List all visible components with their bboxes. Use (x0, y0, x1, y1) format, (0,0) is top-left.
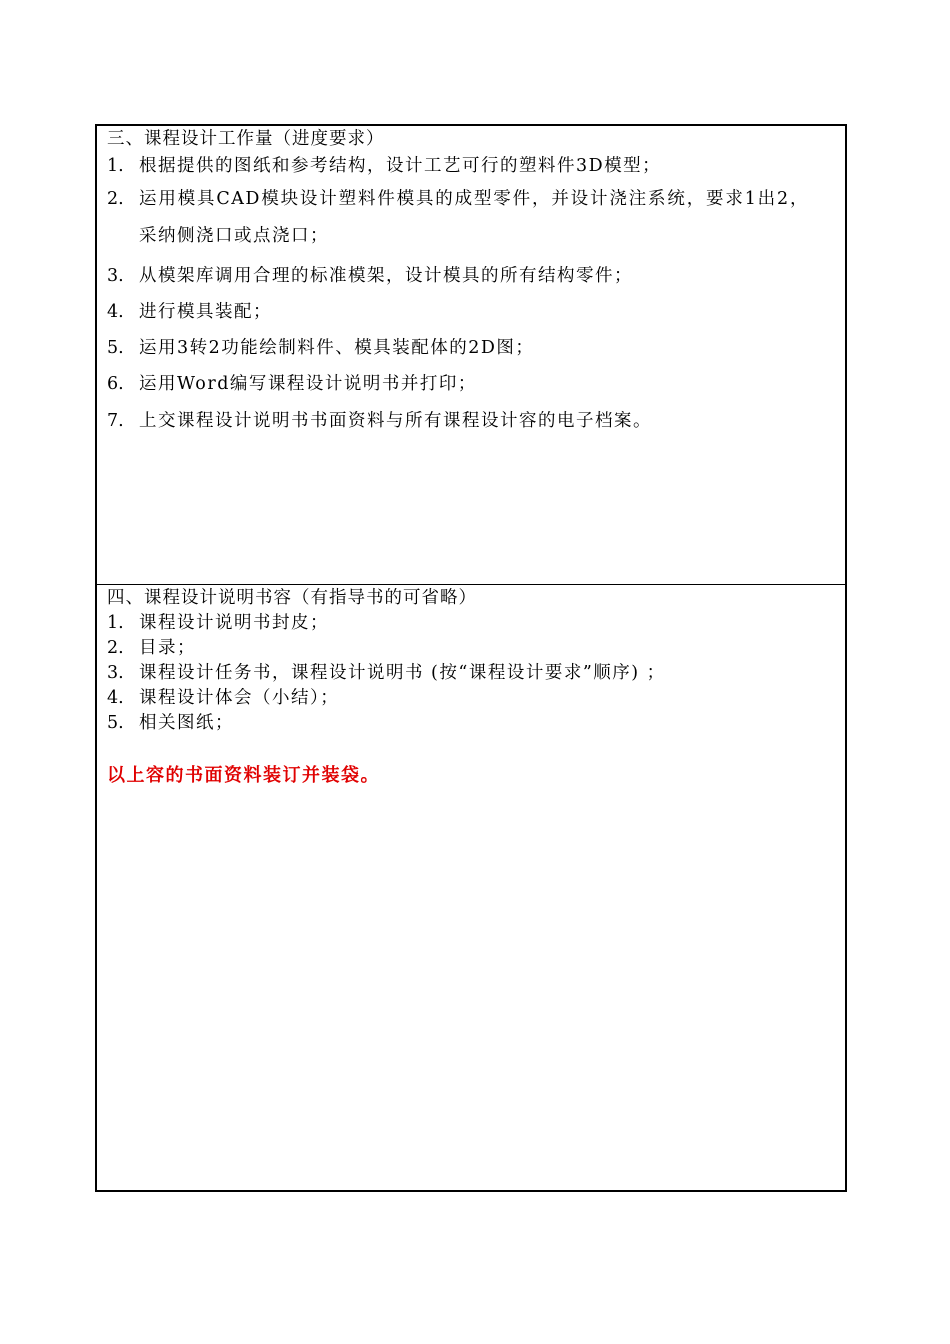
item-number: 4. (107, 302, 124, 322)
manual-contents-section (97, 585, 845, 1190)
binding-note: 以上容的书面资料装订并装袋。 (107, 765, 380, 786)
item-text: 相关图纸； (139, 713, 234, 733)
item-number: 7. (107, 411, 124, 431)
item-text: 根据提供的图纸和参考结构，设计工艺可行的塑料件3D模型； (139, 156, 662, 176)
item-text: 运用3转2功能绘制料件、模具装配体的2D图； (139, 338, 535, 358)
workload-item (107, 370, 835, 395)
item-text: 课程设计体会（小结）； (139, 688, 340, 708)
workload-item (107, 181, 835, 255)
item-text: 进行模具装配； (139, 302, 272, 322)
manual-contents-item (107, 636, 196, 660)
item-number: 1. (107, 613, 124, 633)
item-text: 上交课程设计说明书书面资料与所有课程设计容的电子档案。 (139, 411, 652, 431)
item-text: 从模架库调用合理的标准模架，设计模具的所有结构零件； (139, 266, 633, 286)
manual-contents-item (107, 686, 339, 710)
item-number: 6. (107, 374, 124, 394)
workload-item (107, 152, 835, 177)
manual-contents-section-title: 四、课程设计说明书容（有指导书的可省略） (107, 588, 477, 608)
workload-section-title: 三、课程设计工作量（进度要求） (107, 129, 385, 149)
workload-item (107, 262, 835, 287)
item-number: 3. (107, 663, 124, 683)
item-number: 2. (107, 189, 124, 209)
item-number: 1. (107, 156, 124, 176)
workload-item (107, 407, 835, 432)
item-text: 运用模具CAD模块设计塑料件模具的成型零件，并设计浇注系统，要求1出2，采纳侧浇口或点浇口； (139, 189, 809, 246)
item-number: 5. (107, 713, 124, 733)
item-number: 3. (107, 266, 124, 286)
item-number: 5. (107, 338, 124, 358)
course-design-form-table (95, 124, 847, 1192)
manual-contents-item (107, 711, 234, 735)
workload-item (107, 298, 835, 323)
workload-item (107, 334, 835, 359)
item-text: 课程设计说明书封皮； (139, 613, 329, 633)
item-number: 2. (107, 638, 124, 658)
manual-contents-item (107, 661, 666, 685)
manual-contents-item (107, 611, 329, 635)
item-text: 目录； (139, 638, 196, 658)
item-number: 4. (107, 688, 124, 708)
item-text: 运用Word编写课程设计说明书并打印； (139, 374, 477, 394)
workload-section (97, 126, 845, 585)
item-text: 课程设计任务书，课程设计说明书 (按“课程设计要求”顺序) ； (139, 663, 666, 683)
